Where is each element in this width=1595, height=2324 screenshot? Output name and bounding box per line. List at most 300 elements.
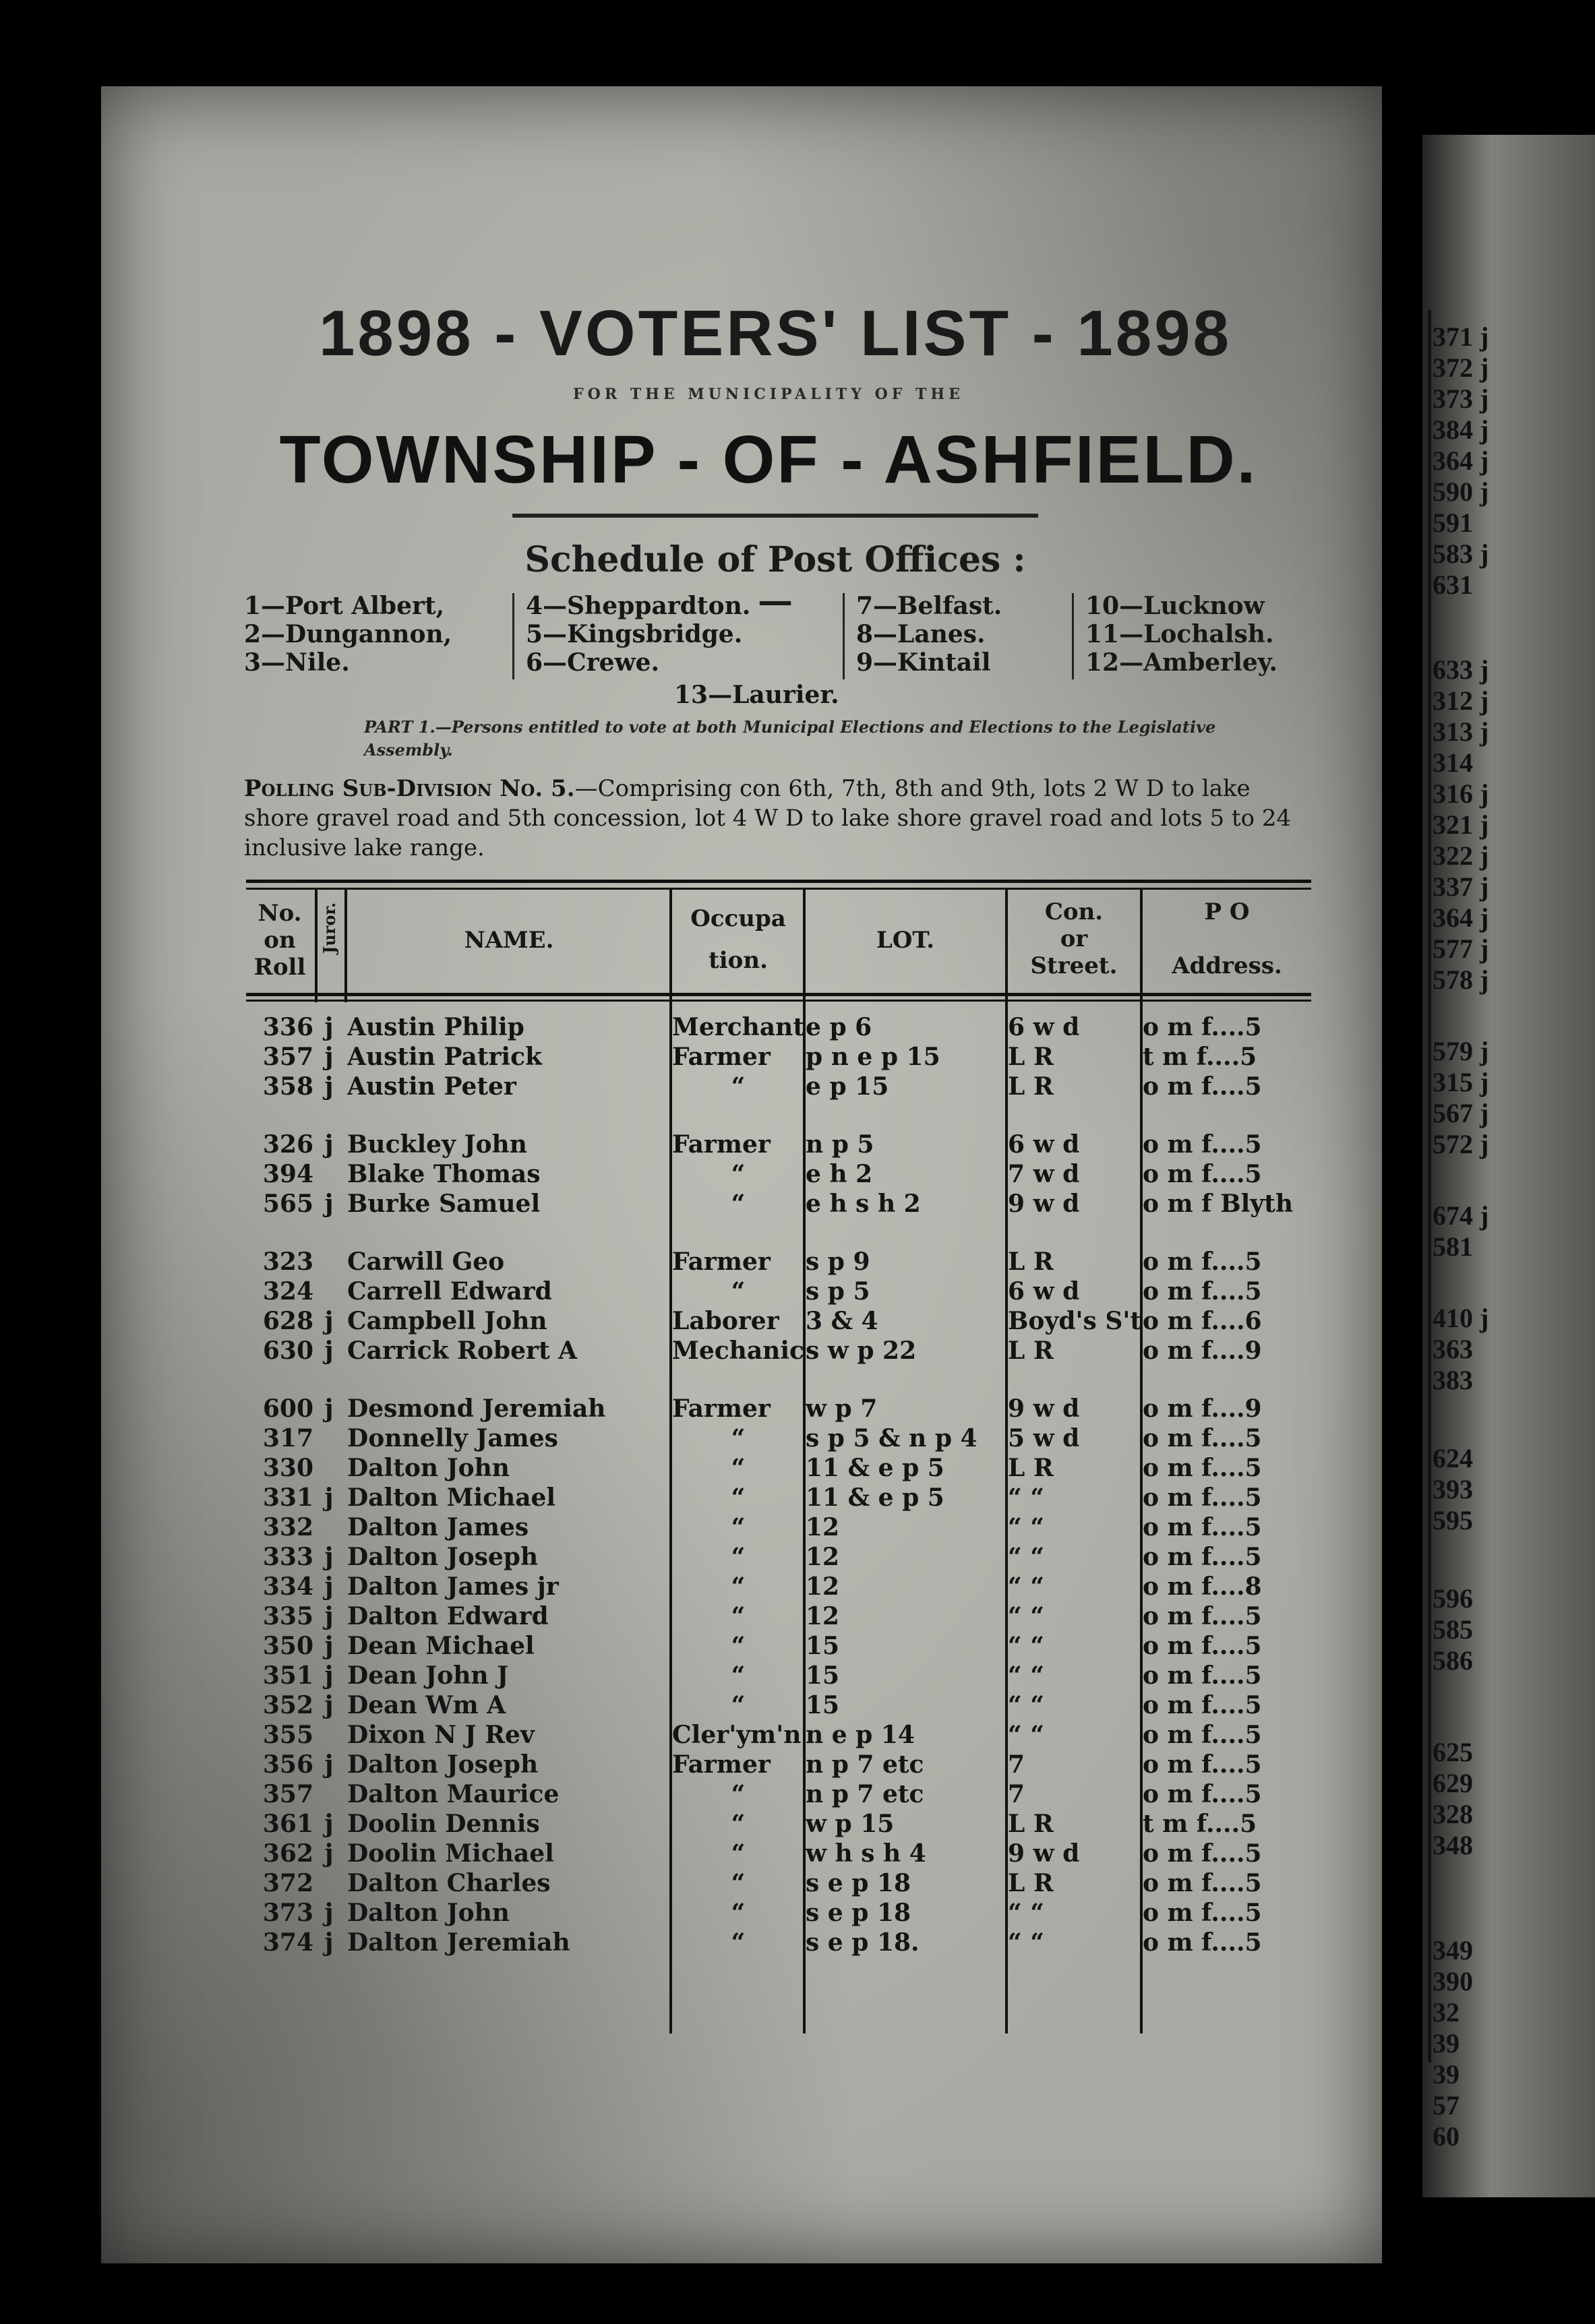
voter-row (246, 1869, 1311, 1899)
voter-name: Carrell Edward (347, 1277, 552, 1306)
juror-mark: j (324, 1661, 334, 1690)
lot: w p 7 (806, 1395, 878, 1423)
header-occupation: Occupa tion. (690, 905, 786, 974)
adjacent-roll-number: 595 (1433, 1505, 1473, 1535)
roll-number: 323 (262, 1248, 313, 1276)
occupation: “ (731, 1072, 746, 1101)
post-office-address: o m f....5 (1143, 1780, 1262, 1808)
juror-mark: j (324, 1484, 334, 1512)
header-juror: Juror. (320, 902, 339, 954)
header-no-on-roll: No. on Roll (253, 900, 306, 981)
voter-row (246, 1839, 1311, 1869)
lot: 12 (806, 1543, 840, 1571)
post-office-address: t m f....5 (1143, 1043, 1257, 1071)
adjacent-roll-number: 57 (1433, 2090, 1459, 2120)
juror-mark: j (324, 1572, 334, 1601)
concession: L R (1008, 1248, 1054, 1276)
roll-number: 352 (262, 1691, 313, 1719)
voter-name: Dalton Edward (347, 1602, 549, 1630)
occupation: Farmer (672, 1130, 771, 1159)
post-office-address: o m f....5 (1143, 1928, 1262, 1957)
adjacent-roll-number: 624 (1433, 1443, 1473, 1473)
concession: 6 w d (1008, 1130, 1080, 1159)
adjacent-roll-number: 32 (1433, 1997, 1459, 2027)
concession: 6 w d (1008, 1277, 1080, 1306)
occupation: Cler'ym'n (672, 1721, 802, 1749)
post-office-address: o m f....5 (1143, 1543, 1262, 1571)
post-office-entry: 7—Belfast. (856, 592, 1002, 620)
post-office-column-2 (526, 592, 750, 677)
juror-mark: j (324, 1395, 334, 1423)
voter-row (246, 1632, 1311, 1661)
adjacent-roll-number: 384 j (1433, 415, 1489, 445)
adjacent-roll-number: 583 j (1433, 539, 1489, 569)
concession: 9 w d (1008, 1190, 1080, 1218)
lot: s w p 22 (806, 1337, 917, 1365)
adjacent-roll-number: 579 j (1433, 1036, 1489, 1066)
juror-mark: j (324, 1043, 334, 1071)
occupation: “ (731, 1160, 746, 1188)
voter-name: Dalton John (347, 1899, 510, 1927)
roll-number: 324 (262, 1277, 313, 1306)
roll-number: 336 (262, 1013, 313, 1041)
voter-name: Carwill Geo (347, 1248, 505, 1276)
occupation: “ (731, 1277, 746, 1306)
voter-row (246, 1072, 1311, 1102)
header-bottom-rule-2 (246, 1000, 1311, 1002)
occupation: “ (731, 1484, 746, 1512)
voter-name: Dean Michael (347, 1632, 535, 1660)
lot: s p 5 (806, 1277, 870, 1306)
voter-name: Dixon N J Rev (347, 1721, 535, 1749)
post-office-address: o m f....5 (1143, 1839, 1262, 1868)
concession: 5 w d (1008, 1424, 1080, 1452)
post-office-entry: 13—Laurier. (674, 681, 839, 709)
adjacent-roll-number: 372 j (1433, 353, 1489, 383)
voter-row (246, 1661, 1311, 1691)
concession: “ “ (1008, 1899, 1044, 1927)
voter-row (246, 1337, 1311, 1366)
adjacent-roll-number: 313 j (1433, 716, 1489, 747)
concession: L R (1008, 1454, 1054, 1482)
voter-row (246, 1454, 1311, 1484)
occupation: Farmer (672, 1043, 771, 1071)
post-office-address: o m f....5 (1143, 1160, 1262, 1188)
occupation: Farmer (672, 1395, 771, 1423)
lot: 11 & e p 5 (806, 1454, 944, 1482)
concession: L R (1008, 1043, 1054, 1071)
voter-row (246, 1750, 1311, 1780)
juror-mark: j (324, 1307, 334, 1335)
voter-name: Dalton Joseph (347, 1750, 539, 1779)
post-office-address: o m f....5 (1143, 1277, 1262, 1306)
voter-row (246, 1721, 1311, 1750)
roll-number: 565 (262, 1190, 313, 1218)
lot: w h s h 4 (806, 1839, 926, 1868)
post-office-address: o m f Blyth (1143, 1190, 1294, 1218)
lot: s p 5 & n p 4 (806, 1424, 977, 1452)
lot: 3 & 4 (806, 1307, 878, 1335)
concession: 9 w d (1008, 1839, 1080, 1868)
adjacent-roll-number: 39 (1433, 2059, 1459, 2089)
header-name: NAME. (464, 927, 554, 954)
post-office-entry: 6—Crewe. (526, 648, 659, 677)
adjacent-roll-number: 314 (1433, 747, 1473, 778)
occupation: “ (731, 1190, 746, 1218)
occupation: “ (731, 1454, 746, 1482)
juror-mark: j (324, 1013, 334, 1041)
voter-row (246, 1248, 1311, 1277)
voter-row (246, 1130, 1311, 1160)
occupation: Merchant (672, 1013, 804, 1041)
occupation: Farmer (672, 1750, 771, 1779)
voter-row (246, 1277, 1311, 1307)
adjacent-roll-number: 633 j (1433, 654, 1489, 685)
table-top-rule (246, 880, 1311, 883)
adjacent-roll-number: 393 (1433, 1474, 1473, 1504)
roll-number: 317 (262, 1424, 313, 1452)
adjacent-roll-number: 390 (1433, 1966, 1473, 1996)
post-office-divider (843, 593, 845, 679)
juror-mark: j (324, 1632, 334, 1660)
voter-name: Carrick Robert A (347, 1337, 578, 1365)
concession: “ “ (1008, 1721, 1044, 1749)
adjacent-roll-number: 383 (1433, 1365, 1473, 1395)
lot: 12 (806, 1572, 840, 1601)
voter-row (246, 1602, 1311, 1632)
post-office-entry: 3—Nile. (244, 648, 350, 677)
lot: n p 5 (806, 1130, 874, 1159)
post-office-address: o m f....8 (1143, 1572, 1262, 1601)
voter-row (246, 1810, 1311, 1839)
adjacent-roll-number: 629 (1433, 1768, 1473, 1798)
concession: 7 (1008, 1780, 1025, 1808)
polling-description: —Comprising con 6th, 7th, 8th and 9th, lots 2 W D to lake shore gravel road and 5th concession, lot 4 W D to lake shore gravel road and lots 5 to 24 inclusive lake range. (244, 775, 1292, 861)
post-office-column-1 (244, 592, 452, 677)
concession: L R (1008, 1337, 1054, 1365)
voter-row (246, 1484, 1311, 1513)
roll-number: 350 (262, 1632, 313, 1660)
juror-mark: j (324, 1899, 334, 1927)
roll-number: 358 (262, 1072, 313, 1101)
roll-number: 394 (262, 1160, 313, 1188)
col-rule (344, 888, 347, 1002)
voter-name: Dalton Jeremiah (347, 1928, 570, 1957)
adjacent-roll-number: 348 (1433, 1830, 1473, 1860)
adjacent-roll-number: 590 j (1433, 477, 1489, 507)
concession: “ “ (1008, 1513, 1044, 1541)
occupation: Laborer (672, 1307, 779, 1335)
post-office-address: o m f....5 (1143, 1484, 1262, 1512)
roll-number: 332 (262, 1513, 313, 1541)
occupation: “ (731, 1543, 746, 1571)
juror-mark: j (324, 1602, 334, 1630)
post-office-entry: 11—Lochalsh. (1085, 620, 1274, 648)
lot: e h s h 2 (806, 1190, 921, 1218)
concession: L R (1008, 1810, 1054, 1838)
occupation: Farmer (672, 1248, 771, 1276)
occupation: “ (731, 1839, 746, 1868)
roll-number: 326 (262, 1130, 313, 1159)
concession: “ “ (1008, 1484, 1044, 1512)
occupation: “ (731, 1899, 746, 1927)
concession: 7 (1008, 1750, 1025, 1779)
polling-subdivision (244, 774, 1309, 863)
adjacent-roll-number: 364 j (1433, 903, 1489, 933)
adjacent-roll-number: 586 (1433, 1645, 1473, 1676)
roll-number: 357 (262, 1780, 313, 1808)
adjacent-roll-number: 577 j (1433, 934, 1489, 964)
lot: 12 (806, 1602, 840, 1630)
occupation: “ (731, 1513, 746, 1541)
adjacent-roll-number: 371 j (1433, 322, 1489, 352)
voter-row (246, 1780, 1311, 1810)
adjacent-roll-number: 363 (1433, 1334, 1473, 1364)
adjacent-roll-number: 625 (1433, 1737, 1473, 1767)
adjacent-roll-number: 596 (1433, 1583, 1473, 1614)
voter-name: Blake Thomas (347, 1160, 541, 1188)
voter-name: Donnelly James (347, 1424, 558, 1452)
post-office-entry: 2—Dungannon, (244, 620, 452, 648)
voter-name: Dean Wm A (347, 1691, 506, 1719)
occupation: “ (731, 1632, 746, 1660)
juror-mark: j (324, 1072, 334, 1101)
concession: “ “ (1008, 1602, 1044, 1630)
lot: p n e p 15 (806, 1043, 940, 1071)
voter-name: Dalton James (347, 1513, 529, 1541)
adjacent-roll-number: 410 j (1433, 1303, 1489, 1333)
juror-mark: j (324, 1928, 334, 1957)
voter-row (246, 1190, 1311, 1219)
table-top-rule-2 (246, 888, 1311, 890)
voter-name: Austin Patrick (347, 1043, 542, 1071)
township-title: TOWNSHIP - OF - ASHFIELD. (279, 422, 1258, 497)
post-office-column-3 (856, 592, 1002, 677)
occupation: “ (731, 1691, 746, 1719)
lot: e p 15 (806, 1072, 889, 1101)
occupation: “ (731, 1424, 746, 1452)
post-office-divider (512, 593, 514, 679)
concession: “ “ (1008, 1928, 1044, 1957)
roll-number: 357 (262, 1043, 313, 1071)
concession: 6 w d (1008, 1013, 1080, 1041)
col-rule (315, 888, 318, 1002)
concession: L R (1008, 1869, 1054, 1897)
occupation: “ (731, 1572, 746, 1601)
header-lot: LOT. (876, 927, 935, 954)
adjacent-roll-number: 631 (1433, 570, 1473, 600)
adjacent-roll-number: 328 (1433, 1799, 1473, 1829)
post-office-address: o m f....9 (1143, 1395, 1262, 1423)
adjacent-roll-number: 581 (1433, 1231, 1473, 1262)
voter-row (246, 1899, 1311, 1928)
voter-row (246, 1160, 1311, 1190)
roll-number: 334 (262, 1572, 313, 1601)
voter-row (246, 1013, 1311, 1043)
juror-mark: j (324, 1691, 334, 1719)
lot: 15 (806, 1661, 840, 1690)
lot: w p 15 (806, 1810, 895, 1838)
voter-name: Dalton Michael (347, 1484, 556, 1512)
voter-name: Burke Samuel (347, 1190, 541, 1218)
adjacent-roll-number: 567 j (1433, 1098, 1489, 1128)
post-office-address: o m f....6 (1143, 1307, 1262, 1335)
voter-name: Austin Peter (347, 1072, 516, 1101)
adjacent-page-rule (1428, 310, 1431, 2062)
post-office-column-4 (1085, 592, 1277, 677)
post-office-entry: 5—Kingsbridge. (526, 620, 743, 648)
schedule-title: Schedule of Post Offices :— (524, 539, 1026, 621)
juror-mark: j (324, 1337, 334, 1365)
adjacent-roll-number: 39 (1433, 2028, 1459, 2058)
post-office-address: o m f....5 (1143, 1721, 1262, 1749)
concession: Boyd's S't (1008, 1307, 1141, 1335)
post-office-address: o m f....5 (1143, 1454, 1262, 1482)
roll-number: 630 (262, 1337, 313, 1365)
adjacent-roll-number: 321 j (1433, 809, 1489, 840)
voter-row (246, 1307, 1311, 1337)
roll-number: 330 (262, 1454, 313, 1482)
concession: “ “ (1008, 1572, 1044, 1601)
post-office-address: o m f....5 (1143, 1661, 1262, 1690)
post-office-entry: 9—Kintail (856, 648, 991, 677)
roll-number: 356 (262, 1750, 313, 1779)
concession: L R (1008, 1072, 1054, 1101)
voter-name: Dalton John (347, 1454, 510, 1482)
occupation: “ (731, 1602, 746, 1630)
post-office-address: o m f....5 (1143, 1691, 1262, 1719)
adjacent-roll-number: 312 j (1433, 685, 1489, 716)
title-rule (512, 514, 1038, 518)
lot: s e p 18 (806, 1869, 911, 1897)
roll-number: 372 (262, 1869, 313, 1897)
lot: 15 (806, 1691, 840, 1719)
juror-mark: j (324, 1839, 334, 1868)
voter-name: Doolin Michael (347, 1839, 554, 1868)
post-office-address: o m f....5 (1143, 1869, 1262, 1897)
post-office-address: o m f....5 (1143, 1013, 1262, 1041)
roll-number: 335 (262, 1602, 313, 1630)
roll-number: 333 (262, 1543, 313, 1571)
voter-row (246, 1543, 1311, 1572)
polling-label: Polling Sub-Division No. 5. (244, 775, 575, 802)
voter-row (246, 1513, 1311, 1543)
post-office-address: t m f....5 (1143, 1810, 1257, 1838)
post-office-entry: 4—Sheppardton. (526, 592, 751, 620)
concession: “ “ (1008, 1691, 1044, 1719)
voter-name: Dalton James jr (347, 1572, 559, 1601)
post-office-entry: 12—Amberley. (1085, 648, 1278, 677)
concession: 7 w d (1008, 1160, 1080, 1188)
post-office-entry: 8—Lanes. (856, 620, 986, 648)
post-office-entry: 1—Port Albert, (244, 592, 445, 620)
occupation: “ (731, 1928, 746, 1957)
adjacent-roll-number: 315 j (1433, 1067, 1489, 1097)
adjacent-roll-number: 316 j (1433, 778, 1489, 809)
post-office-entry: 10—Lucknow (1085, 592, 1265, 620)
lot: s e p 18 (806, 1899, 911, 1927)
voter-name: Buckley John (347, 1130, 527, 1159)
roll-number: 331 (262, 1484, 313, 1512)
voter-name: Dalton Joseph (347, 1543, 539, 1571)
adjacent-roll-number: 578 j (1433, 965, 1489, 995)
post-office-address: o m f....9 (1143, 1337, 1262, 1365)
part-note: PART 1.—Persons entitled to vote at both Municipal Elections and Elections to the Legislative Assembly. (364, 717, 1216, 760)
roll-number: 361 (262, 1810, 313, 1838)
voter-name: Dalton Maurice (347, 1780, 560, 1808)
adjacent-roll-number: 322 j (1433, 840, 1489, 871)
concession: “ “ (1008, 1543, 1044, 1571)
municipality-line: FOR THE MUNICIPALITY OF THE (573, 386, 964, 403)
voter-name: Doolin Dennis (347, 1810, 540, 1838)
header-po-address: P O Address. (1172, 898, 1282, 979)
voter-row (246, 1043, 1311, 1072)
post-office-address: o m f....5 (1143, 1424, 1262, 1452)
voter-row (246, 1572, 1311, 1602)
concession: “ “ (1008, 1661, 1044, 1690)
post-office-address: o m f....5 (1143, 1632, 1262, 1660)
post-office-address: o m f....5 (1143, 1248, 1262, 1276)
lot: 15 (806, 1632, 840, 1660)
occupation: “ (731, 1780, 746, 1808)
post-office-address: o m f....5 (1143, 1602, 1262, 1630)
voter-name: Austin Philip (347, 1013, 524, 1041)
voter-name: Campbell John (347, 1307, 547, 1335)
voter-name: Desmond Jeremiah (347, 1395, 606, 1423)
roll-number: 373 (262, 1899, 313, 1927)
roll-number: 362 (262, 1839, 313, 1868)
adjacent-roll-number: 373 j (1433, 384, 1489, 414)
lot: s e p 18. (806, 1928, 920, 1957)
header-concession: Con. or Street. (1030, 898, 1118, 979)
juror-mark: j (324, 1810, 334, 1838)
header-bottom-rule (246, 993, 1311, 996)
roll-number: 351 (262, 1661, 313, 1690)
lot: e p 6 (806, 1013, 872, 1041)
juror-mark: j (324, 1750, 334, 1779)
post-office-address: o m f....5 (1143, 1513, 1262, 1541)
adjacent-roll-number: 674 j (1433, 1200, 1489, 1231)
adjacent-roll-number: 585 (1433, 1614, 1473, 1645)
adjacent-roll-number: 572 j (1433, 1129, 1489, 1159)
occupation: “ (731, 1810, 746, 1838)
roll-number: 600 (262, 1395, 313, 1423)
adjacent-roll-number: 364 j (1433, 446, 1489, 476)
post-office-address: o m f....5 (1143, 1899, 1262, 1927)
post-office-address: o m f....5 (1143, 1130, 1262, 1159)
lot: 12 (806, 1513, 840, 1541)
juror-mark: j (324, 1543, 334, 1571)
voter-name: Dalton Charles (347, 1869, 551, 1897)
adjacent-roll-number: 337 j (1433, 872, 1489, 902)
lot: 11 & e p 5 (806, 1484, 944, 1512)
roll-number: 355 (262, 1721, 313, 1749)
voter-name: Dean John J (347, 1661, 509, 1690)
adjacent-roll-number: 591 (1433, 508, 1473, 538)
occupation: “ (731, 1869, 746, 1897)
juror-mark: j (324, 1190, 334, 1218)
post-office-address: o m f....5 (1143, 1072, 1262, 1101)
voter-row (246, 1928, 1311, 1958)
concession: 9 w d (1008, 1395, 1080, 1423)
lot: n p 7 etc (806, 1780, 924, 1808)
concession: “ “ (1008, 1632, 1044, 1660)
adjacent-roll-number: 60 (1433, 2121, 1459, 2151)
roll-number: 628 (262, 1307, 313, 1335)
lot: n e p 14 (806, 1721, 915, 1749)
adjacent-roll-number: 349 (1433, 1935, 1473, 1965)
lot: n p 7 etc (806, 1750, 924, 1779)
